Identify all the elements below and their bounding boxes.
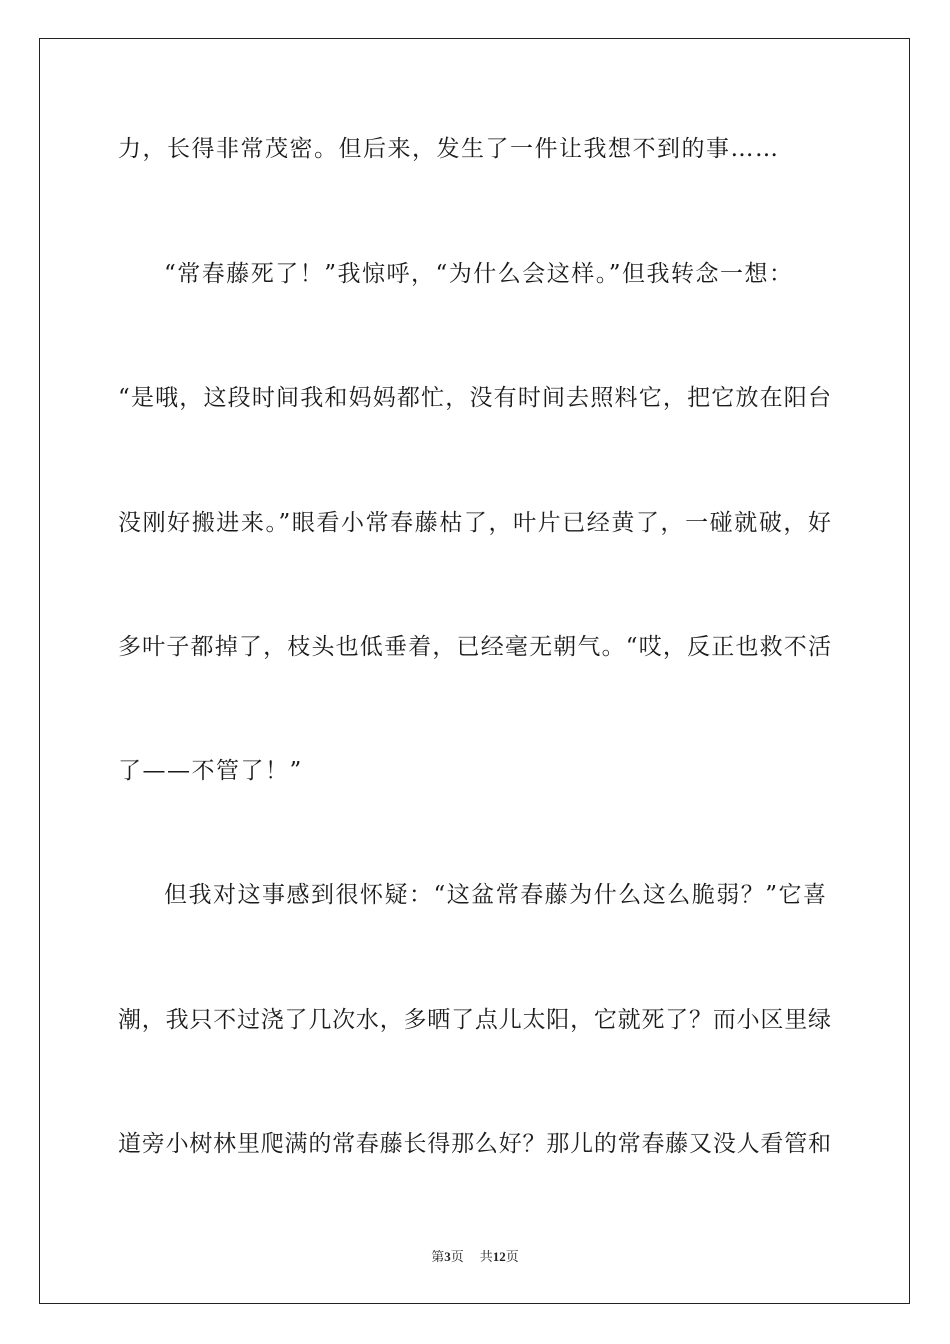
text-line-2: “常春藤死了！”我惊呼，“为什么会这样。”但我转念一想： — [164, 261, 794, 287]
text-line-3: “是哦，这段时间我和妈妈都忙，没有时间去照料它，把它放在阳台 — [118, 385, 831, 411]
text-line-5: 多叶子都掉了，枝头也低垂着，已经毫无朝气。“哎，反正也救不活 — [118, 634, 831, 660]
total-prefix: 共 — [479, 1249, 493, 1264]
text-line-1: 力，长得非常茂密。但后来，发生了一件让我想不到的事…… — [118, 136, 780, 162]
page-number: 3 — [444, 1249, 451, 1264]
page-border — [39, 38, 910, 1304]
text-line-6: 了——不管了！” — [118, 758, 303, 784]
text-line-4: 没刚好搬进来。”眼看小常春藤枯了，叶片已经黄了，一碰就破，好 — [118, 510, 831, 536]
page-footer — [0, 1248, 950, 1266]
text-line-7: 但我对这事感到很怀疑：“这盆常春藤为什么这么脆弱？”它喜 — [164, 882, 828, 908]
total-pages: 12 — [492, 1249, 506, 1264]
text-line-8: 潮，我只不过浇了几次水，多晒了点儿太阳，它就死了？而小区里绿 — [118, 1007, 831, 1033]
page-prefix: 第 — [431, 1249, 445, 1264]
total-suffix: 页 — [505, 1249, 519, 1264]
page-suffix: 页 — [450, 1249, 464, 1264]
text-line-9: 道旁小树林里爬满的常春藤长得那么好？那儿的常春藤又没人看管和 — [118, 1131, 831, 1157]
